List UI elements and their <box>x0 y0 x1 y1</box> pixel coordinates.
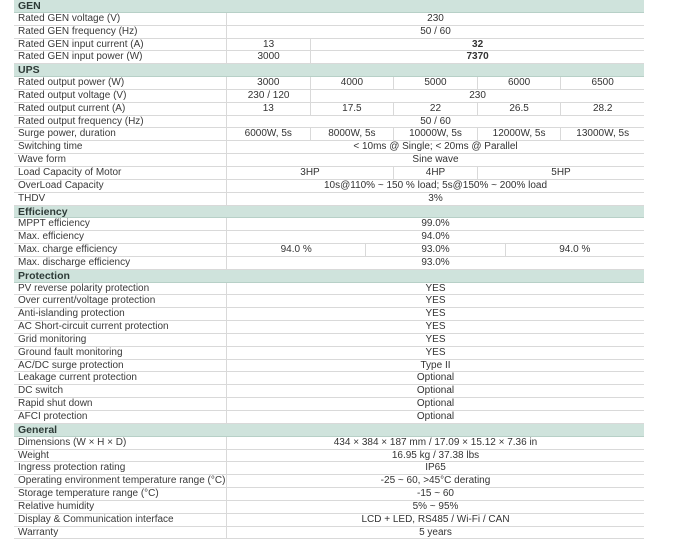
spec-row <box>14 231 644 244</box>
spec-values <box>226 39 644 51</box>
spec-values <box>226 501 644 513</box>
spec-values <box>226 283 644 295</box>
spec-label: Rated output voltage (V) <box>18 89 127 101</box>
spec-row <box>14 13 644 26</box>
section-header <box>14 424 644 437</box>
spec-label: Wave form <box>18 154 66 166</box>
spec-values <box>226 334 644 346</box>
spec-label: Load Capacity of Motor <box>18 166 122 178</box>
spec-value: 3% <box>226 193 644 205</box>
spec-label: AC Short-circuit current protection <box>18 321 169 333</box>
spec-value: 4000 <box>310 77 394 89</box>
spec-value: 13 <box>226 39 310 51</box>
spec-row <box>14 167 644 180</box>
spec-values <box>226 141 644 153</box>
spec-value: 50 / 60 <box>226 116 644 128</box>
section-title: Efficiency <box>18 205 68 218</box>
section-header <box>14 270 644 283</box>
spec-label: Storage temperature range (°C) <box>18 488 159 500</box>
spec-values <box>226 244 644 256</box>
spec-values <box>226 51 644 63</box>
spec-value: IP65 <box>226 462 644 474</box>
spec-value: 6500 <box>560 77 644 89</box>
spec-label: Warranty <box>18 526 59 538</box>
spec-row <box>14 450 644 463</box>
spec-value: -25 ~ 60, >45°C derating <box>226 475 644 487</box>
spec-value: YES <box>226 283 644 295</box>
spec-row <box>14 398 644 411</box>
spec-row <box>14 385 644 398</box>
spec-label: Operating environment temperature range (°C) <box>18 475 226 487</box>
spec-values <box>226 475 644 487</box>
spec-label: Leakage current protection <box>18 372 137 384</box>
spec-value: 5HP <box>477 167 644 179</box>
spec-row <box>14 103 644 116</box>
spec-row <box>14 218 644 231</box>
spec-value: 230 <box>226 13 644 25</box>
spec-label: DC switch <box>18 385 64 397</box>
spec-label: Rated output power (W) <box>18 77 125 89</box>
section-header <box>14 64 644 77</box>
spec-row <box>14 514 644 527</box>
spec-value: 7370 <box>310 51 644 63</box>
spec-value: 6000W, 5s <box>226 128 310 140</box>
spec-values <box>226 437 644 449</box>
spec-values <box>226 231 644 243</box>
spec-values <box>226 103 644 115</box>
spec-value: 12000W, 5s <box>477 128 561 140</box>
section-header <box>14 0 644 13</box>
spec-label: Max. discharge efficiency <box>18 256 131 268</box>
spec-row <box>14 321 644 334</box>
spec-row <box>14 39 644 52</box>
spec-label: Rated output frequency (Hz) <box>18 115 144 127</box>
spec-row <box>14 527 644 540</box>
spec-value: YES <box>226 308 644 320</box>
spec-label: Rated GEN input power (W) <box>18 51 143 63</box>
spec-row <box>14 180 644 193</box>
spec-row <box>14 128 644 141</box>
spec-value: Sine wave <box>226 154 644 166</box>
spec-value: 50 / 60 <box>226 26 644 38</box>
spec-value: 5 years <box>226 527 644 539</box>
section-title: GEN <box>18 0 41 12</box>
spec-values <box>226 218 644 230</box>
spec-label: Grid monitoring <box>18 333 87 345</box>
spec-row <box>14 283 644 296</box>
spec-row <box>14 411 644 424</box>
spec-value: 3000 <box>226 77 310 89</box>
spec-value: -15 ~ 60 <box>226 488 644 500</box>
spec-label: Rated output current (A) <box>18 102 126 114</box>
spec-row <box>14 475 644 488</box>
spec-value: 94.0% <box>226 231 644 243</box>
spec-values <box>226 347 644 359</box>
spec-values <box>226 450 644 462</box>
spec-label: Max. charge efficiency <box>18 244 118 256</box>
spec-row <box>14 372 644 385</box>
spec-values <box>226 398 644 410</box>
spec-value: 5% ~ 95% <box>226 501 644 513</box>
spec-value: 3HP <box>226 167 393 179</box>
spec-value: Optional <box>226 372 644 384</box>
spec-value: 4HP <box>393 167 477 179</box>
spec-label: Switching time <box>18 141 83 153</box>
section-title: General <box>18 423 58 436</box>
spec-values <box>226 308 644 320</box>
spec-value: 94.0 % <box>505 244 644 256</box>
spec-value: Optional <box>226 398 644 410</box>
spec-row <box>14 257 644 270</box>
spec-values <box>226 360 644 372</box>
spec-values <box>226 411 644 423</box>
spec-row <box>14 90 644 103</box>
spec-label: AFCI protection <box>18 411 88 422</box>
spec-label: Surge power, duration <box>18 128 116 140</box>
spec-value: 94.0 % <box>226 244 365 256</box>
spec-value: YES <box>226 295 644 307</box>
spec-value: Type II <box>226 360 644 372</box>
spec-values <box>226 527 644 539</box>
spec-row <box>14 334 644 347</box>
spec-label: PV reverse polarity protection <box>18 282 150 294</box>
spec-label: Ground fault monitoring <box>18 346 123 358</box>
spec-table <box>14 0 644 539</box>
spec-row <box>14 295 644 308</box>
spec-values <box>226 13 644 25</box>
spec-values <box>226 295 644 307</box>
section-header <box>14 206 644 219</box>
spec-value: 10000W, 5s <box>393 128 477 140</box>
spec-label: Rated GEN frequency (Hz) <box>18 25 138 37</box>
spec-value: 10s@110% ~ 150 % load; 5s@150% ~ 200% load <box>226 180 644 192</box>
spec-values <box>226 372 644 384</box>
spec-row <box>14 501 644 514</box>
spec-value: 8000W, 5s <box>310 128 394 140</box>
spec-value: YES <box>226 347 644 359</box>
spec-values <box>226 167 644 179</box>
spec-value: 93.0% <box>365 244 504 256</box>
spec-values <box>226 257 644 269</box>
spec-value: 3000 <box>226 51 310 63</box>
spec-values <box>226 90 644 102</box>
spec-value: 17.5 <box>310 103 394 115</box>
spec-values <box>226 488 644 500</box>
spec-label: Rapid shut down <box>18 398 93 410</box>
spec-row <box>14 437 644 450</box>
spec-values <box>226 154 644 166</box>
spec-value: 13 <box>226 103 310 115</box>
spec-label: OverLoad Capacity <box>18 179 104 191</box>
spec-value: 5000 <box>393 77 477 89</box>
spec-value: 434 × 384 × 187 mm / 17.09 × 15.12 × 7.36 in <box>226 437 644 449</box>
spec-row <box>14 51 644 64</box>
spec-value: 6000 <box>477 77 561 89</box>
spec-label: MPPT efficiency <box>18 218 90 230</box>
spec-row <box>14 360 644 373</box>
spec-value: 93.0% <box>226 257 644 269</box>
spec-values <box>226 77 644 89</box>
spec-value: LCD + LED, RS485 / Wi-Fi / CAN <box>226 514 644 526</box>
spec-label: Max. efficiency <box>18 231 84 243</box>
spec-label: Anti-islanding protection <box>18 308 125 320</box>
spec-row <box>14 193 644 206</box>
spec-value: 13000W, 5s <box>560 128 644 140</box>
spec-value: 16.95 kg / 37.38 lbs <box>226 450 644 462</box>
spec-row <box>14 77 644 90</box>
spec-label: Dimensions (W × H × D) <box>18 436 127 448</box>
spec-values <box>226 321 644 333</box>
spec-row <box>14 26 644 39</box>
spec-label: Display & Communication interface <box>18 513 174 525</box>
spec-label: Rated GEN voltage (V) <box>18 12 121 24</box>
spec-value: 230 / 120 <box>226 90 310 102</box>
spec-values <box>226 180 644 192</box>
spec-row <box>14 244 644 257</box>
spec-row <box>14 116 644 129</box>
spec-row <box>14 141 644 154</box>
spec-value: < 10ms @ Single; < 20ms @ Parallel <box>226 141 644 153</box>
spec-values <box>226 116 644 128</box>
spec-values <box>226 128 644 140</box>
spec-row <box>14 347 644 360</box>
spec-values <box>226 26 644 38</box>
spec-value: 26.5 <box>477 103 561 115</box>
spec-values <box>226 514 644 526</box>
spec-label: Ingress protection rating <box>18 462 126 474</box>
spec-values <box>226 385 644 397</box>
spec-row <box>14 308 644 321</box>
spec-values <box>226 462 644 474</box>
spec-value: YES <box>226 334 644 346</box>
spec-label: Relative humidity <box>18 500 95 512</box>
spec-value: YES <box>226 321 644 333</box>
spec-label: Rated GEN input current (A) <box>18 38 144 50</box>
spec-value: 28.2 <box>560 103 644 115</box>
spec-value: Optional <box>226 385 644 397</box>
spec-value: 22 <box>393 103 477 115</box>
spec-value: 32 <box>310 39 644 51</box>
spec-value: 99.0% <box>226 218 644 230</box>
spec-value: Optional <box>226 411 644 423</box>
spec-label: Weight <box>18 449 49 461</box>
spec-row <box>14 488 644 501</box>
spec-row <box>14 462 644 475</box>
spec-label: AC/DC surge protection <box>18 359 124 371</box>
section-title: UPS <box>18 64 40 77</box>
spec-row <box>14 154 644 167</box>
spec-label: Over current/voltage protection <box>18 295 156 307</box>
spec-label: THDV <box>18 192 46 204</box>
section-title: Protection <box>18 269 70 282</box>
spec-value: 230 <box>310 90 644 102</box>
spec-values <box>226 193 644 205</box>
